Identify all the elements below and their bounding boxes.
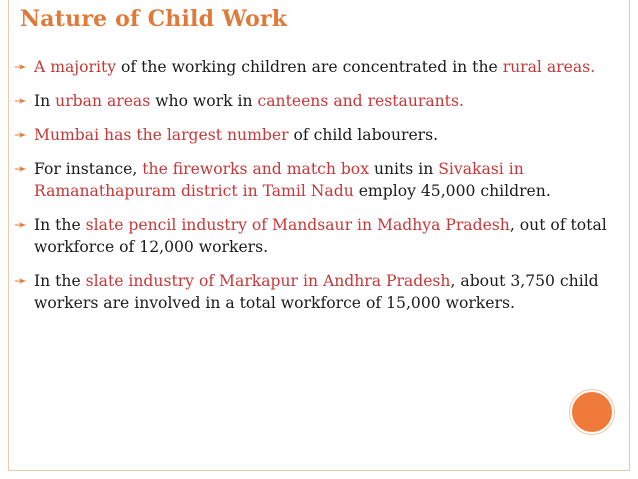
highlighted-text: urban areas [55, 92, 151, 110]
highlighted-text: the fireworks and match box [142, 160, 369, 178]
bullet-text: In the [34, 216, 86, 234]
slide-title: Nature of Child Work [20, 6, 288, 32]
highlighted-text: Mumbai has the largest number [34, 126, 289, 144]
highlighted-text: Sivakasi in Ramanathapuram district in Tamil Nadu [34, 160, 524, 200]
highlighted-text: canteens and restaurants. [257, 92, 464, 110]
bullet-text: of the working children are concentrated in the [116, 58, 503, 76]
highlighted-text: A majority [34, 58, 117, 76]
bullet-item [14, 56, 624, 78]
bullet-item [14, 214, 624, 258]
bullet-marker-icon: ➛ [14, 91, 28, 110]
highlighted-text: rural areas. [502, 58, 596, 76]
bullet-text: of child labourers. [288, 126, 439, 144]
bullet-item [14, 270, 624, 314]
bullet-item [14, 90, 624, 112]
bullet-text: In [34, 92, 56, 110]
highlighted-text: slate pencil industry of Mandsaur in Madhya Pradesh [85, 216, 510, 234]
bullet-text: , about 3,750 child workers are involved in a total workforce of 15,000 workers. [34, 272, 599, 312]
bullet-item [14, 158, 624, 202]
bullet-marker-icon: ➛ [14, 125, 28, 144]
bullet-text: For instance, [34, 160, 143, 178]
bullet-item [14, 124, 624, 146]
bullet-text: who work in [150, 92, 258, 110]
bullet-marker-icon: ➛ [14, 271, 28, 290]
bullet-marker-icon: ➛ [14, 215, 28, 234]
bullet-marker-icon: ➛ [14, 159, 28, 178]
bullet-text: units in [369, 160, 439, 178]
bullet-text: employ 45,000 children. [353, 182, 551, 200]
highlighted-text: slate industry of Markapur in Andhra Pradesh [85, 272, 451, 290]
decorative-circle [570, 390, 614, 434]
bullet-text: , out of total workforce of 12,000 workers. [34, 216, 607, 256]
bullet-list [14, 56, 624, 326]
bullet-marker-icon: ➛ [14, 57, 28, 76]
bullet-text: In the [34, 272, 86, 290]
